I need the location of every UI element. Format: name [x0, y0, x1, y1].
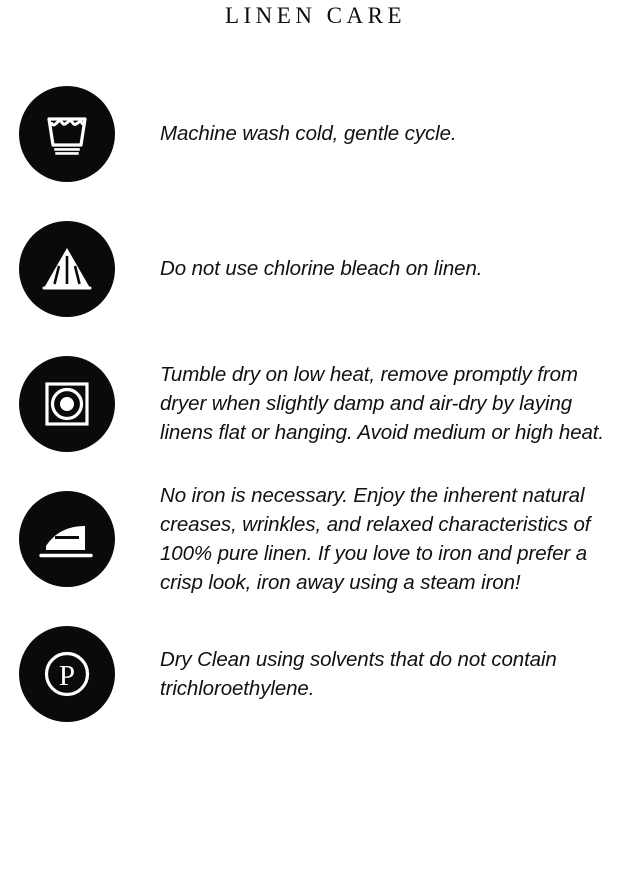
icon-cell: [11, 491, 122, 587]
wash-tub-icon: [19, 86, 115, 182]
text-cell: [122, 360, 617, 447]
iron-icon: [19, 491, 115, 587]
text-cell: [122, 254, 617, 283]
care-instruction-list: [0, 66, 631, 741]
icon-cell: [11, 221, 122, 317]
care-instruction-text: No iron is necessary. Enjoy the inherent natural creases, wrinkles, and relaxed characteristics of 100% pure linen. If you love to iron and prefer a crisp look, iron away using a steam iron!: [160, 483, 591, 594]
no-bleach-triangle-icon: [19, 221, 115, 317]
text-cell: [122, 119, 617, 148]
care-instruction-text: Dry Clean using solvents that do not contain trichloroethylene.: [160, 647, 557, 700]
icon-cell: [11, 626, 122, 722]
svg-text:P: P: [58, 659, 75, 692]
text-cell: [122, 645, 617, 703]
dry-clean-p-icon: [19, 626, 115, 722]
icon-cell: [11, 86, 122, 182]
list-item: [0, 201, 631, 336]
tumble-dry-icon: [19, 356, 115, 452]
text-cell: [122, 481, 617, 597]
list-item: [0, 66, 631, 201]
list-item: [0, 471, 631, 606]
list-item: [0, 606, 631, 741]
care-instruction-text: Do not use chlorine bleach on linen.: [160, 257, 483, 280]
care-instruction-text: Machine wash cold, gentle cycle.: [160, 122, 457, 145]
list-item: [0, 336, 631, 471]
icon-cell: [11, 356, 122, 452]
page-title: LINEN CARE: [224, 3, 407, 28]
care-instruction-text: Tumble dry on low heat, remove promptly from dryer when slightly damp and air-dry by laying linens flat or hanging. Avoid medium or high heat.: [160, 363, 604, 444]
